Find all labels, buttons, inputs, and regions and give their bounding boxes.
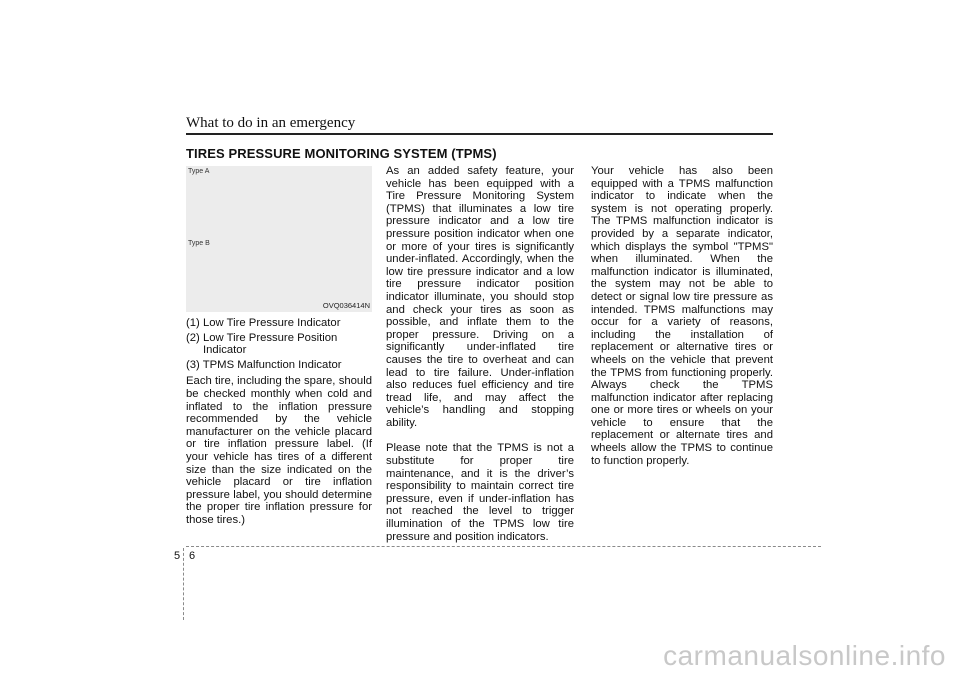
paragraph: As an added safety feature, your vehicle has been equipped with a Tire Pressure Monitoring System (TPMS) that illuminates a low tire pressure indicator and a low tire pressure position indicator when one or more of your tires is significantly under-inflated. Accordingly, when the low tire pressure indicator and a low tire pressure indicator position indicator illuminate, you should stop and check your tires as soon as possible, and inflate them to the proper pressure. Driving on a significantly under-inflated tire causes the tire to overheat and can lead to tire failure. Under-inflation also reduces fuel efficiency and tire tread life, and may affect the vehicle’s handling and stopping ability. [386,165,574,429]
paragraph: Please note that the TPMS is not a substitute for proper tire maintenance, and it is the driver’s responsibility to maintain correct tire pressure, even if under-inflation has not reached the level to trigger illumination of the TPMS low tire pressure and position indicators. [386,442,574,543]
column-1 [186,317,372,527]
figure-code: OVQ036414N [322,301,370,310]
watermark: carmanualsonline.info [663,640,946,671]
paragraph: Your vehicle has also been equipped with a TPMS malfunction indicator to indicate when the system is not operating properly. The TPMS malfunction indicator is provided by a separate indicator, which displays the symbol "TPMS" when illuminated. When the malfunction indicator is illuminated, the system may not be able to detect or signal low tire pressure as intended. TPMS malfunctions may occur for a variety of reasons, including the installation of replacement or alternative tires or wheels on the vehicle that prevent the TPMS from functioning properly. Always check the TPMS malfunction indicator after replacing one or more tires or wheels on your vehicle to ensure that the replacement or alternate tires and wheels allow the TPMS to continue to function properly. [591,165,773,467]
figure-label-type-a: Type A [188,168,210,175]
page-number: 6 [189,550,196,562]
tpms-figure [186,166,372,312]
figure-label-type-b: Type B [188,240,210,247]
list-item: (1) Low Tire Pressure Indicator [186,317,341,329]
section-header: What to do in an emergency [186,115,356,131]
header-rule [186,133,773,135]
chapter-number: 5 [174,550,181,562]
list-item: (2) Low Tire Pressure Position Indicator [186,331,338,357]
footer-vertical-rule [183,548,184,620]
column-3 [591,165,773,467]
paragraph: Each tire, including the spare, should be checked monthly when cold and inflated to the inflation pressure recommended by the vehicle manufacturer on the vehicle placard or tire inflation pressure label. (If your vehicle has tires of a different size than the size indicated on the vehicle placard or tire inflation pressure label, you should determine the proper tire inflation pressure for those tires.) [186,375,372,526]
page-title: TIRES PRESSURE MONITORING SYSTEM (TPMS) [186,146,497,161]
list-item: (3) TPMS Malfunction Indicator [186,358,342,371]
column-2 [386,165,574,543]
footer-rule [186,546,821,547]
